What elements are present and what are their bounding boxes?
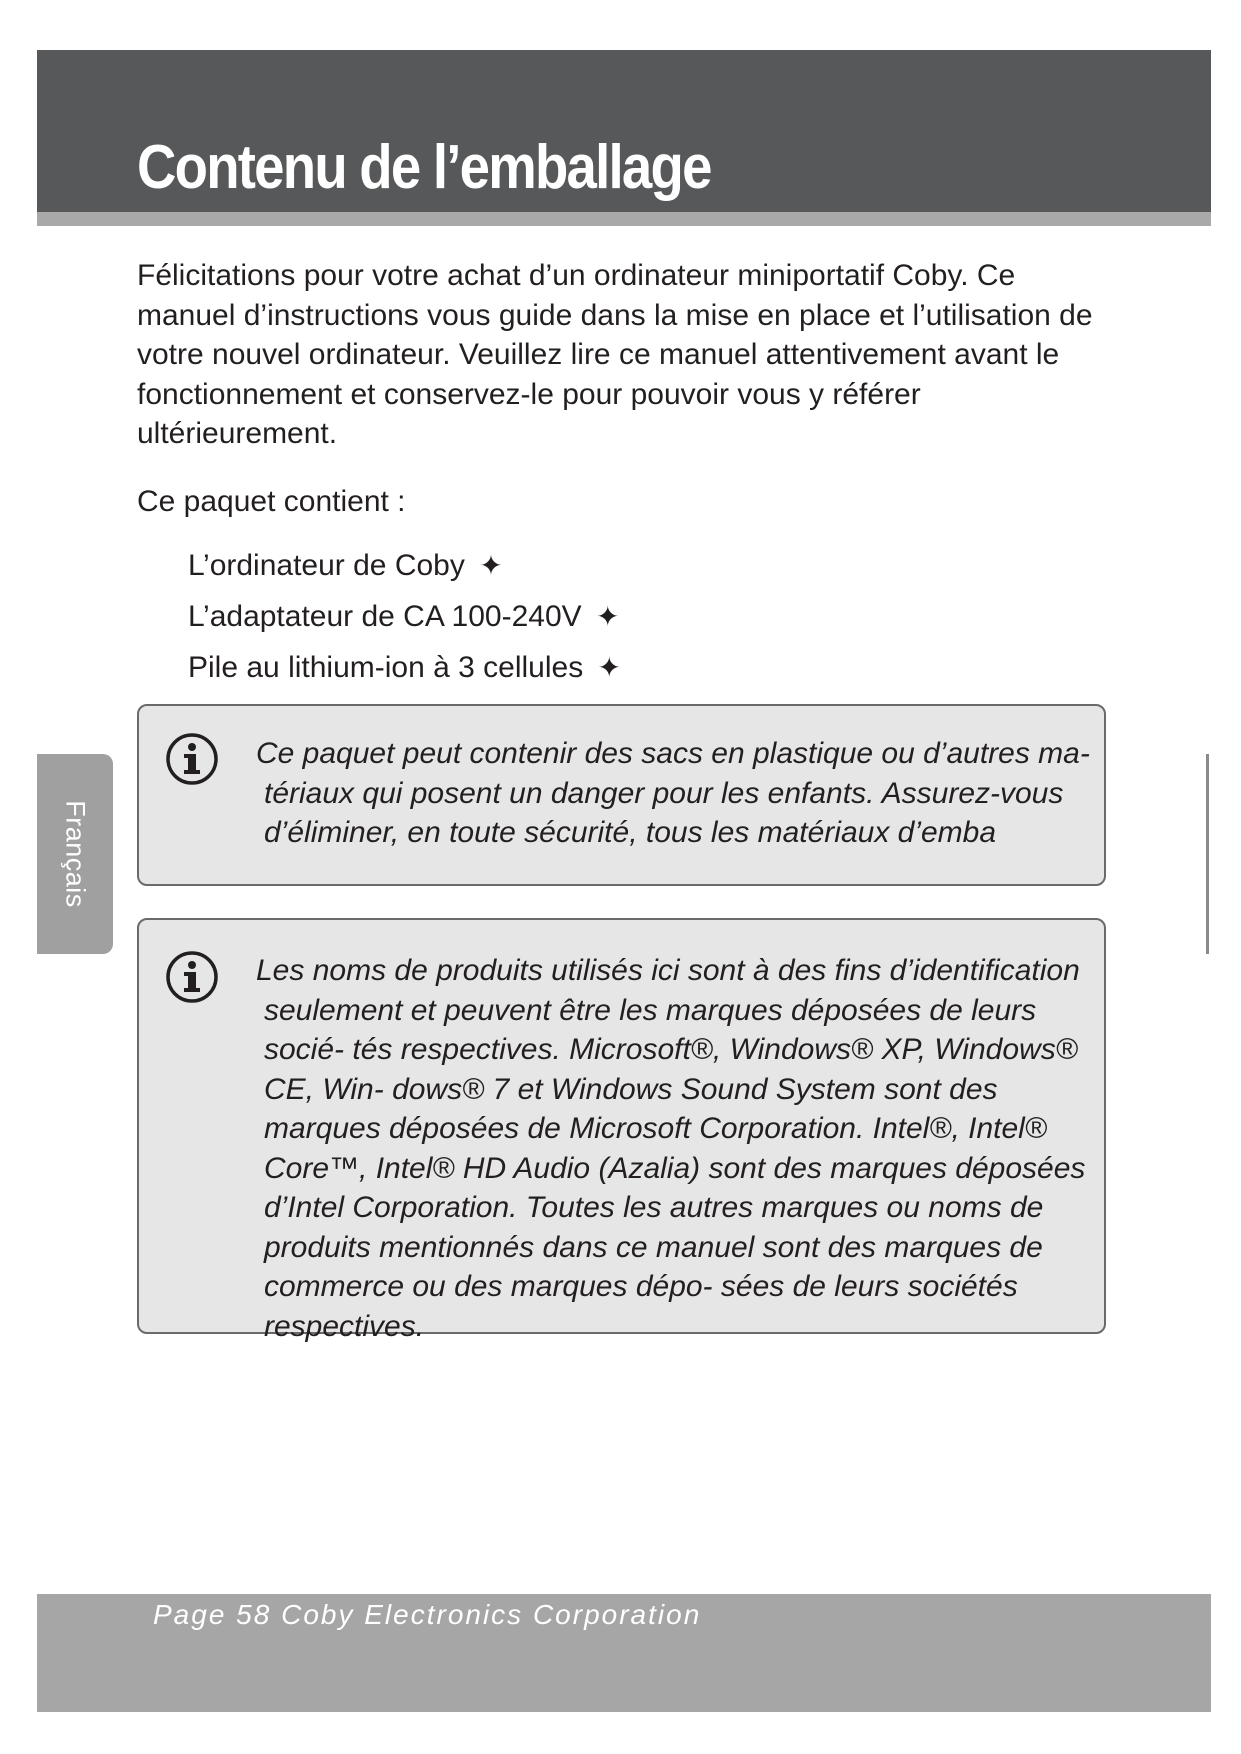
right-edge-rule	[1206, 754, 1209, 954]
list-item	[188, 597, 621, 648]
language-tab-label: Français	[60, 800, 91, 908]
intro-paragraph: Félicitations pour votre achat d’un ordinateur miniportatif Coby. Ce manuel d’instructions vous guide dans la mise en place et l’utilisation de votre nouvel ordinateur. Veuillez lire ce manuel attentivement avant le fonctionnement et conservez-le pour pouvoir vous y référer ultérieurement.	[137, 259, 1093, 450]
safety-note	[137, 704, 1106, 886]
list-item	[188, 648, 621, 699]
list-item	[188, 546, 621, 597]
package-contents-lead: Ce paquet contient :	[137, 485, 406, 518]
page-title: Contenu de l’emballage	[137, 133, 711, 202]
safety-note-text: Ce paquet peut contenir des sacs en plastique ou d’autres ma- tériaux qui posent un danger pour les enfants. Assurez-vous d’éliminer, en toute sécurité, tous les matériaux d’emba	[256, 737, 1090, 849]
list-item-label: Pile au lithium-ion à 3 cellules	[188, 651, 584, 684]
footer-page-label: Page 58 Coby Electronics Corporation	[153, 1599, 702, 1630]
star-bullet-icon: ✦	[596, 601, 620, 632]
star-bullet-icon: ✦	[597, 652, 622, 683]
package-contents-list	[188, 546, 621, 699]
list-item-label: L’ordinateur de Coby	[188, 549, 465, 582]
list-item-label: L’adaptateur de CA 100-240V	[188, 600, 582, 633]
trademark-note	[137, 918, 1106, 1343]
language-tab	[37, 754, 113, 954]
info-icon	[165, 950, 219, 1004]
info-icon	[165, 732, 219, 786]
star-bullet-icon: ✦	[479, 550, 503, 581]
trademark-note-text: Les noms de produits utilisés ici sont à des fins d’identification seulement et peuvent être les marques déposées de leurs socié- tés respectives. Microsoft®, Windows® XP, Windows® CE, Win- dows® 7 et Windows Sound System sont des marques déposées de Microsoft Corporation. Intel®, Intel® Core™, Intel® HD Audio (Azalia) sont des marques déposées d’Intel Corporation. Toutes les autres marques ou noms de produits mentionnés dans ce manuel sont des marques de commerce ou des marques dépo- sées de leurs sociétés respectives.	[256, 954, 1086, 1343]
